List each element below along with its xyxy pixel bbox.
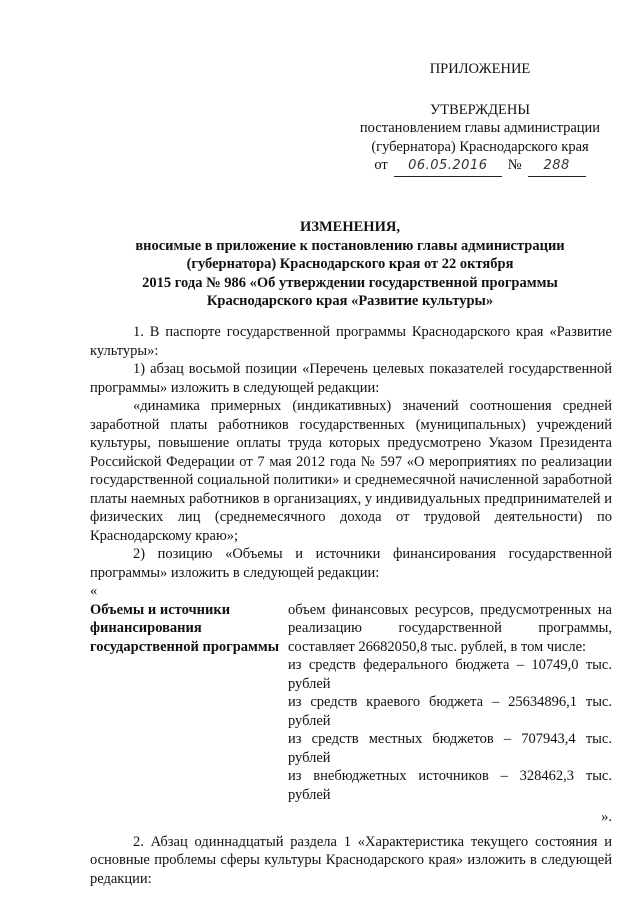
document-title — [90, 218, 610, 311]
table-row-total: объем финансовых ресурсов, предусмотренных на реализацию государственной программы, составляет 26682050,8 тыс. рублей, в том числе: — [288, 601, 612, 655]
approval-line-2: (губернатора) Краснодарского края — [371, 138, 589, 155]
paragraph-4: 2) позицию «Объемы и источники финансирования государственной программы» изложить в следующей редакции: — [90, 546, 612, 581]
financing-table — [90, 601, 612, 805]
title-line-5: Краснодарского края «Развитие культуры» — [206, 293, 494, 309]
approval-line-1: постановлением главы администрации — [359, 120, 601, 136]
title-line-4: 2015 года № 986 «Об утверждении государственной программы — [142, 274, 558, 291]
approved-label: УТВЕРЖДЕНЫ — [429, 101, 531, 118]
from-label: от — [374, 157, 388, 173]
date-number-line — [340, 156, 620, 177]
table-row-regional: из средств краевого бюджета – 25634896,1 тыс. рублей — [288, 694, 612, 729]
approval-header — [340, 60, 620, 177]
number-label: № — [507, 157, 522, 173]
table-row-local: из средств местных бюджетов – 707943,4 тыс. рублей — [288, 731, 612, 766]
paragraph-2: 1) абзац восьмой позиции «Перечень целевых показателей государственной программы» изложить в следующей редакции: — [90, 361, 612, 396]
paragraph-5: 2. Абзац одиннадцатый раздела 1 «Характеристика текущего состояния и основные проблемы сферы культуры Краснодарского края» изложить в следующей редакции: — [90, 833, 612, 887]
title-line-3: (губернатора) Краснодарского края от 22 октября — [186, 256, 514, 272]
appendix-label: ПРИЛОЖЕНИЕ — [429, 61, 531, 77]
paragraph-1: 1. В паспорте государственной программы Краснодарского края «Развитие культуры»: — [90, 324, 612, 359]
title-line-2: вносимые в приложение к постановлению главы администрации — [135, 237, 565, 254]
table-row-extrabudget: из внебюджетных источников – 328462,3 тыс. рублей — [288, 768, 612, 803]
table-row-federal: из средств федерального бюджета – 10749,0 тыс. рублей — [288, 657, 612, 692]
table-left-cell: Объемы и источники финансирования государственной программы — [90, 601, 280, 655]
handwritten-number: 288 — [528, 157, 586, 177]
document-body — [90, 323, 612, 888]
table-right-cell — [288, 601, 612, 805]
handwritten-date: 06.05.2016 — [394, 157, 502, 177]
title-line-1: ИЗМЕНЕНИЯ, — [300, 219, 400, 235]
paragraph-3: «динамика примерных (индикативных) значений соотношения средней заработной платы работников государственных (муниципальных) учреждений культуры, повышение оплаты труда которых предусмотрено Указом Президента Российской Федерации от 7 мая 2012 года № 597 «О мероприятиях по реализации государственной социальной политики» и среднемесячной начисленной заработной платы наемных работников в организациях, у индивидуальных предпринимателей и физических лиц (среднемесячного дохода от трудовой деятельности) по Краснодарскому краю»; — [90, 398, 612, 544]
quote-close: ». — [601, 809, 612, 825]
quote-open: « — [90, 583, 98, 599]
